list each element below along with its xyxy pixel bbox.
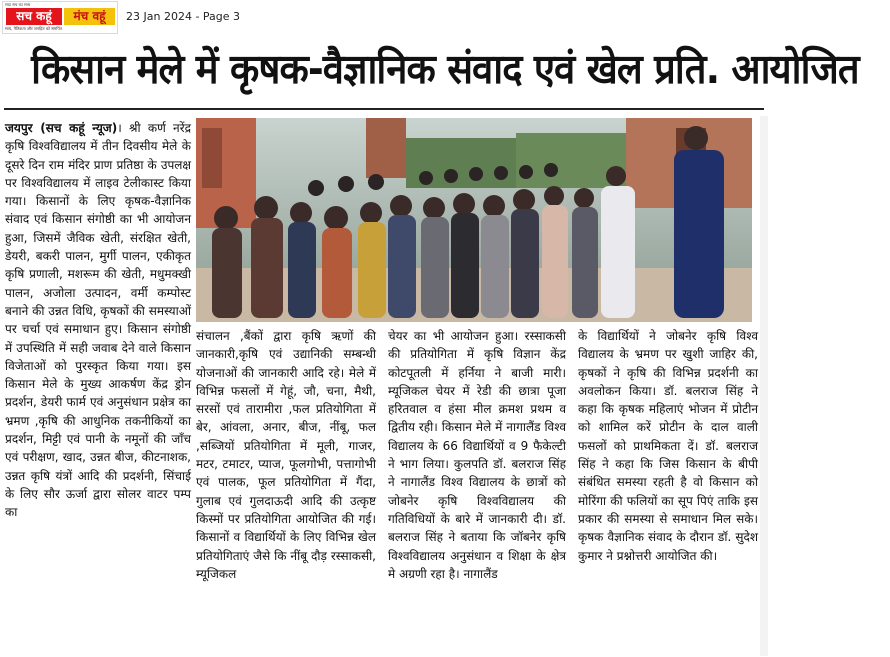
article-headline [0,36,859,106]
page-edge-strip [760,116,768,656]
headline-text: किसान मेले में कृषक-वैज्ञानिक संवाद एवं खेल प्रति. आयोजित [31,45,859,93]
column-4-text: के विद्यार्थियों ने जोबनेर कृषि विश्व विद्यालय के भ्रमण पर खुशी जाहिर की, कृषकों ने कृषि की विभिन्न प्रदर्शनी का अवलोकन किया। डॉ. बलराज सिंह ने कहा कि कृषक महिलाएं भोजन में प्रोटीन को शामिल करें प्रोटीन के दाल वाली फसलों को प्राथमिकता दें। डॉ. बलराज सिंह ने कहा कि जिस किसान के बीपी संबंधित समस्या रहती है वो किसान को मोरिंगा की फलियों का सूप पिएं ताकि इस प्रकार की समस्या से समाधान मिल सके। कृषक वैज्ञानिक संवाद के दौरान डॉ. सुदेश कुमार ने प्रश्नोत्तरी आयोजित की। [578,329,758,563]
group-photo-image [196,118,752,322]
date-page-label: 23 Jan 2024 - Page 3 [126,10,241,23]
logo-left-block: सच कहूं [6,8,62,25]
column-2-text: संचालन ,बैंकों द्वारा कृषि ऋणों की जानकारी,कृषि एवं उद्यानिकी सम्बन्धी योजनाओं की जानकारी आदि रहे। मेले में विभिन्न फसलों में गेहूं, जौ, चना, मैथी, सरसों एवं तारामीरा ,फल प्रतियोगिता में बेर, आंवला, अनार, बीज, नींबू, फल ,सब्जियों प्रतियोगिता में मूली, गाजर, मटर, टमाटर, प्याज, फूलगोभी, पत्तागोभी एवं पालक, फूल प्रतियोगिता में गैंदा, गुलाब एवं गुलदाऊदी आदि की उत्कृष्ट किस्मों पर प्रतियोगिता आयोजित की गई। किसानों व विद्यार्थियों के लिए विभिन्न खेल प्रतियोगिताएं जैसे कि नींबू दौड़ रस्साकसी, म्यूजिकल [196,329,376,581]
article-column-4 [578,327,758,565]
headline-divider [4,108,764,110]
article-dateline: जयपुर (सच कहूं न्यूज) [5,121,118,135]
newspaper-logo[interactable] [2,1,118,34]
logo-subline: सत्य, नैतिकता और जनहित को समर्पित [5,26,62,31]
logo-tagline: सदा सच का साथ [5,2,31,7]
logo-right-block: मंच वहूं [64,8,115,25]
article-column-3 [388,327,566,583]
article-column-1 [5,119,191,522]
masthead-bar [0,0,768,34]
article-column-2 [196,327,376,583]
column-1-text: । श्री कर्ण नरेंद्र कृषि विश्वविद्यालय में तीन दिवसीय मेले के दूसरे दिन राम मंदिर प्राण प्रतिष्ठा के उपलक्ष पर विश्वविद्यालय में लाइव टेलीकास्ट किया गया। किसानों के लिए कृषक-वैज्ञानिक संवाद एवं किसान संगोष्ठी का भी आयोजन हुआ, जिसमें जैविक खेती, संरक्षित खेती, डेयरी, बकरी पालन, मुर्गी पालन, एकीकृत कृषि प्रणाली, मशरूम की खेती, मधुमक्खी पालन, अजोला उत्पादन, वर्मी कम्पोस्ट बनाने की उन्नत विधि, कृषकों की समस्याओं पर चर्चा एवं समाधान हुए। किसान संगोष्ठी में उपस्थिति में सही जवाब देने वाले किसान विजेताओं को पुरस्कृत किया गया। इस किसान मेले के मुख्य आकर्षण केंद्र ड्रोन प्रदर्शन, डेयरी फार्म एवं अनुसंधान प्रक्षेत्र का भ्रमण ,कृषि की आधुनिक तकनीकियों का प्रदर्शन, मिट्टी एवं पानी के नमूनों की जाँच एवं परीक्षण, खाद, उन्नत बीज, कीटनाशक, उन्नत कृषि यंत्रों आदि की प्रदर्शनी, सिंचाई के लिए सौर ऊर्जा द्वारा सोलर वाटर पम्प का [5,121,191,520]
column-3-text: चेयर का भी आयोजन हुआ। रस्साकसी की प्रतियोगिता में कृषि विज्ञान केंद्र कोटपूतली में हर्निया ने बाजी मारी। म्यूजिकल चेयर में रेडी की छात्रा पूजा हरितवाल व हंसा मील क्रमश प्रथम व द्वितीय रही। किसान मेले में नागालैंड विश्व विद्यालय के 66 विद्यार्थियों व 9 फैकेल्टी ने भाग लिया। कुलपति डॉ. बलराज सिंह ने नागालैंड विश्व विद्यालय के छात्रों को जोबनेर कृषि विश्वविद्यालय की गतिविधियों के बारे में जानकारी दी। डॉ. बलराज सिंह ने बताया कि जॉबनेर कृषि विश्वविद्यालय अनुसंधान व शिक्षा के क्षेत्र मे अग्रणी रहा है। नागालैंड [388,329,566,581]
news-photo [196,118,752,322]
